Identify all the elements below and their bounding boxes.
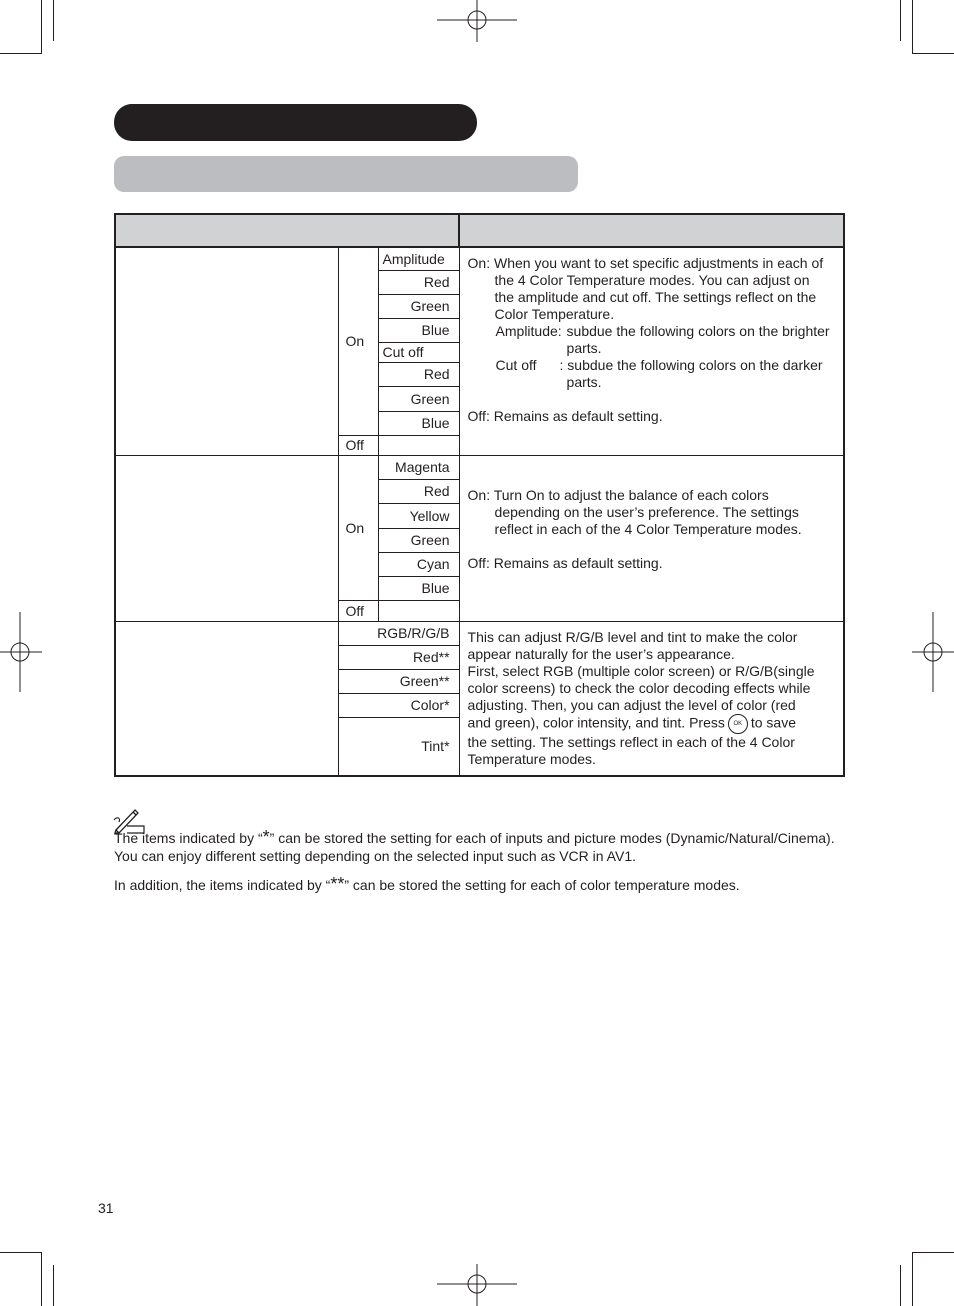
option-yellow: Yellow	[378, 503, 459, 528]
table-row	[115, 621, 844, 645]
empty-cell	[378, 600, 459, 621]
option-blue: Blue	[378, 576, 459, 600]
option-blue: Blue	[378, 318, 459, 342]
settings-table	[114, 213, 845, 777]
option-red: Red	[378, 270, 459, 294]
table-row	[115, 247, 844, 270]
option-blue: Blue	[378, 411, 459, 435]
option-cut-off: Cut off	[378, 342, 459, 362]
option-red: Red	[378, 362, 459, 386]
option-rgb: RGB/R/G/B	[338, 621, 459, 645]
item-name-cell	[115, 455, 338, 621]
on-label: On	[338, 455, 378, 600]
table-header-row	[115, 214, 844, 247]
note-line-1: The items indicated by “*” can be stored the setting for each of inputs and picture modes (Dynamic/Natural/Cinema).	[114, 827, 835, 847]
option-red: Red	[378, 479, 459, 503]
off-label: Off	[338, 600, 378, 621]
registration-mark-bottom-icon	[437, 1264, 517, 1306]
registration-mark-top-icon	[437, 0, 517, 42]
option-green: Green	[378, 386, 459, 411]
option-cyan: Cyan	[378, 552, 459, 576]
header-item-cell	[115, 214, 459, 247]
description-cell: On: Turn On to adjust the balance of each colors depending on the user’s preference. The settings reflect in each of the 4 Color Temperature modes. Off: Remains as default setting.	[459, 455, 844, 621]
registration-mark-left-icon	[0, 612, 42, 692]
asterisk-mark: *	[262, 827, 270, 847]
note-line-2: You can enjoy different setting depending on the selected input such as VCR in AV1.	[114, 848, 636, 864]
header-description-cell	[459, 214, 844, 247]
item-name-cell	[115, 621, 338, 776]
subsection-title-bar	[114, 156, 578, 192]
option-magenta: Magenta	[378, 455, 459, 479]
option-green: Green	[378, 528, 459, 552]
double-asterisk-mark: **	[330, 874, 345, 894]
ok-button-icon: OK	[728, 714, 748, 734]
table-row	[115, 455, 844, 479]
on-label: On	[338, 247, 378, 435]
description-cell: On: When you want to set specific adjustments in each of the 4 Color Temperature modes. You can adjust on the amplitude and cut off. The settings reflect on the Color Temperature. Amplitude: subdue the following colors on the brighter parts. Cut off : subdue the following colors on the darker parts. Off: Remains as default setting.	[459, 247, 844, 455]
option-tint: Tint*	[338, 717, 459, 776]
empty-cell	[378, 435, 459, 455]
note-line-3: In addition, the items indicated by “**” can be stored the setting for each of color temperature modes.	[114, 874, 740, 894]
option-red: Red**	[338, 645, 459, 669]
option-green: Green**	[338, 669, 459, 693]
description-cell: This can adjust R/G/B level and tint to make the color appear naturally for the user’s appearance. First, select RGB (multiple color screen) or R/G/B(single color screens) to check the color decoding effects while adjusting. Then, you can adjust the level of color (red and green), color intensity, and tint. Press OK to save the setting. The settings reflect in each of the 4 Color Temperature modes.	[459, 621, 844, 776]
item-name-cell	[115, 247, 338, 455]
option-green: Green	[378, 294, 459, 318]
option-amplitude: Amplitude	[378, 247, 459, 270]
option-color: Color*	[338, 693, 459, 717]
page-number: 31	[98, 1200, 114, 1216]
registration-mark-right-icon	[912, 612, 954, 692]
section-title-bar	[114, 104, 477, 141]
off-label: Off	[338, 435, 378, 455]
